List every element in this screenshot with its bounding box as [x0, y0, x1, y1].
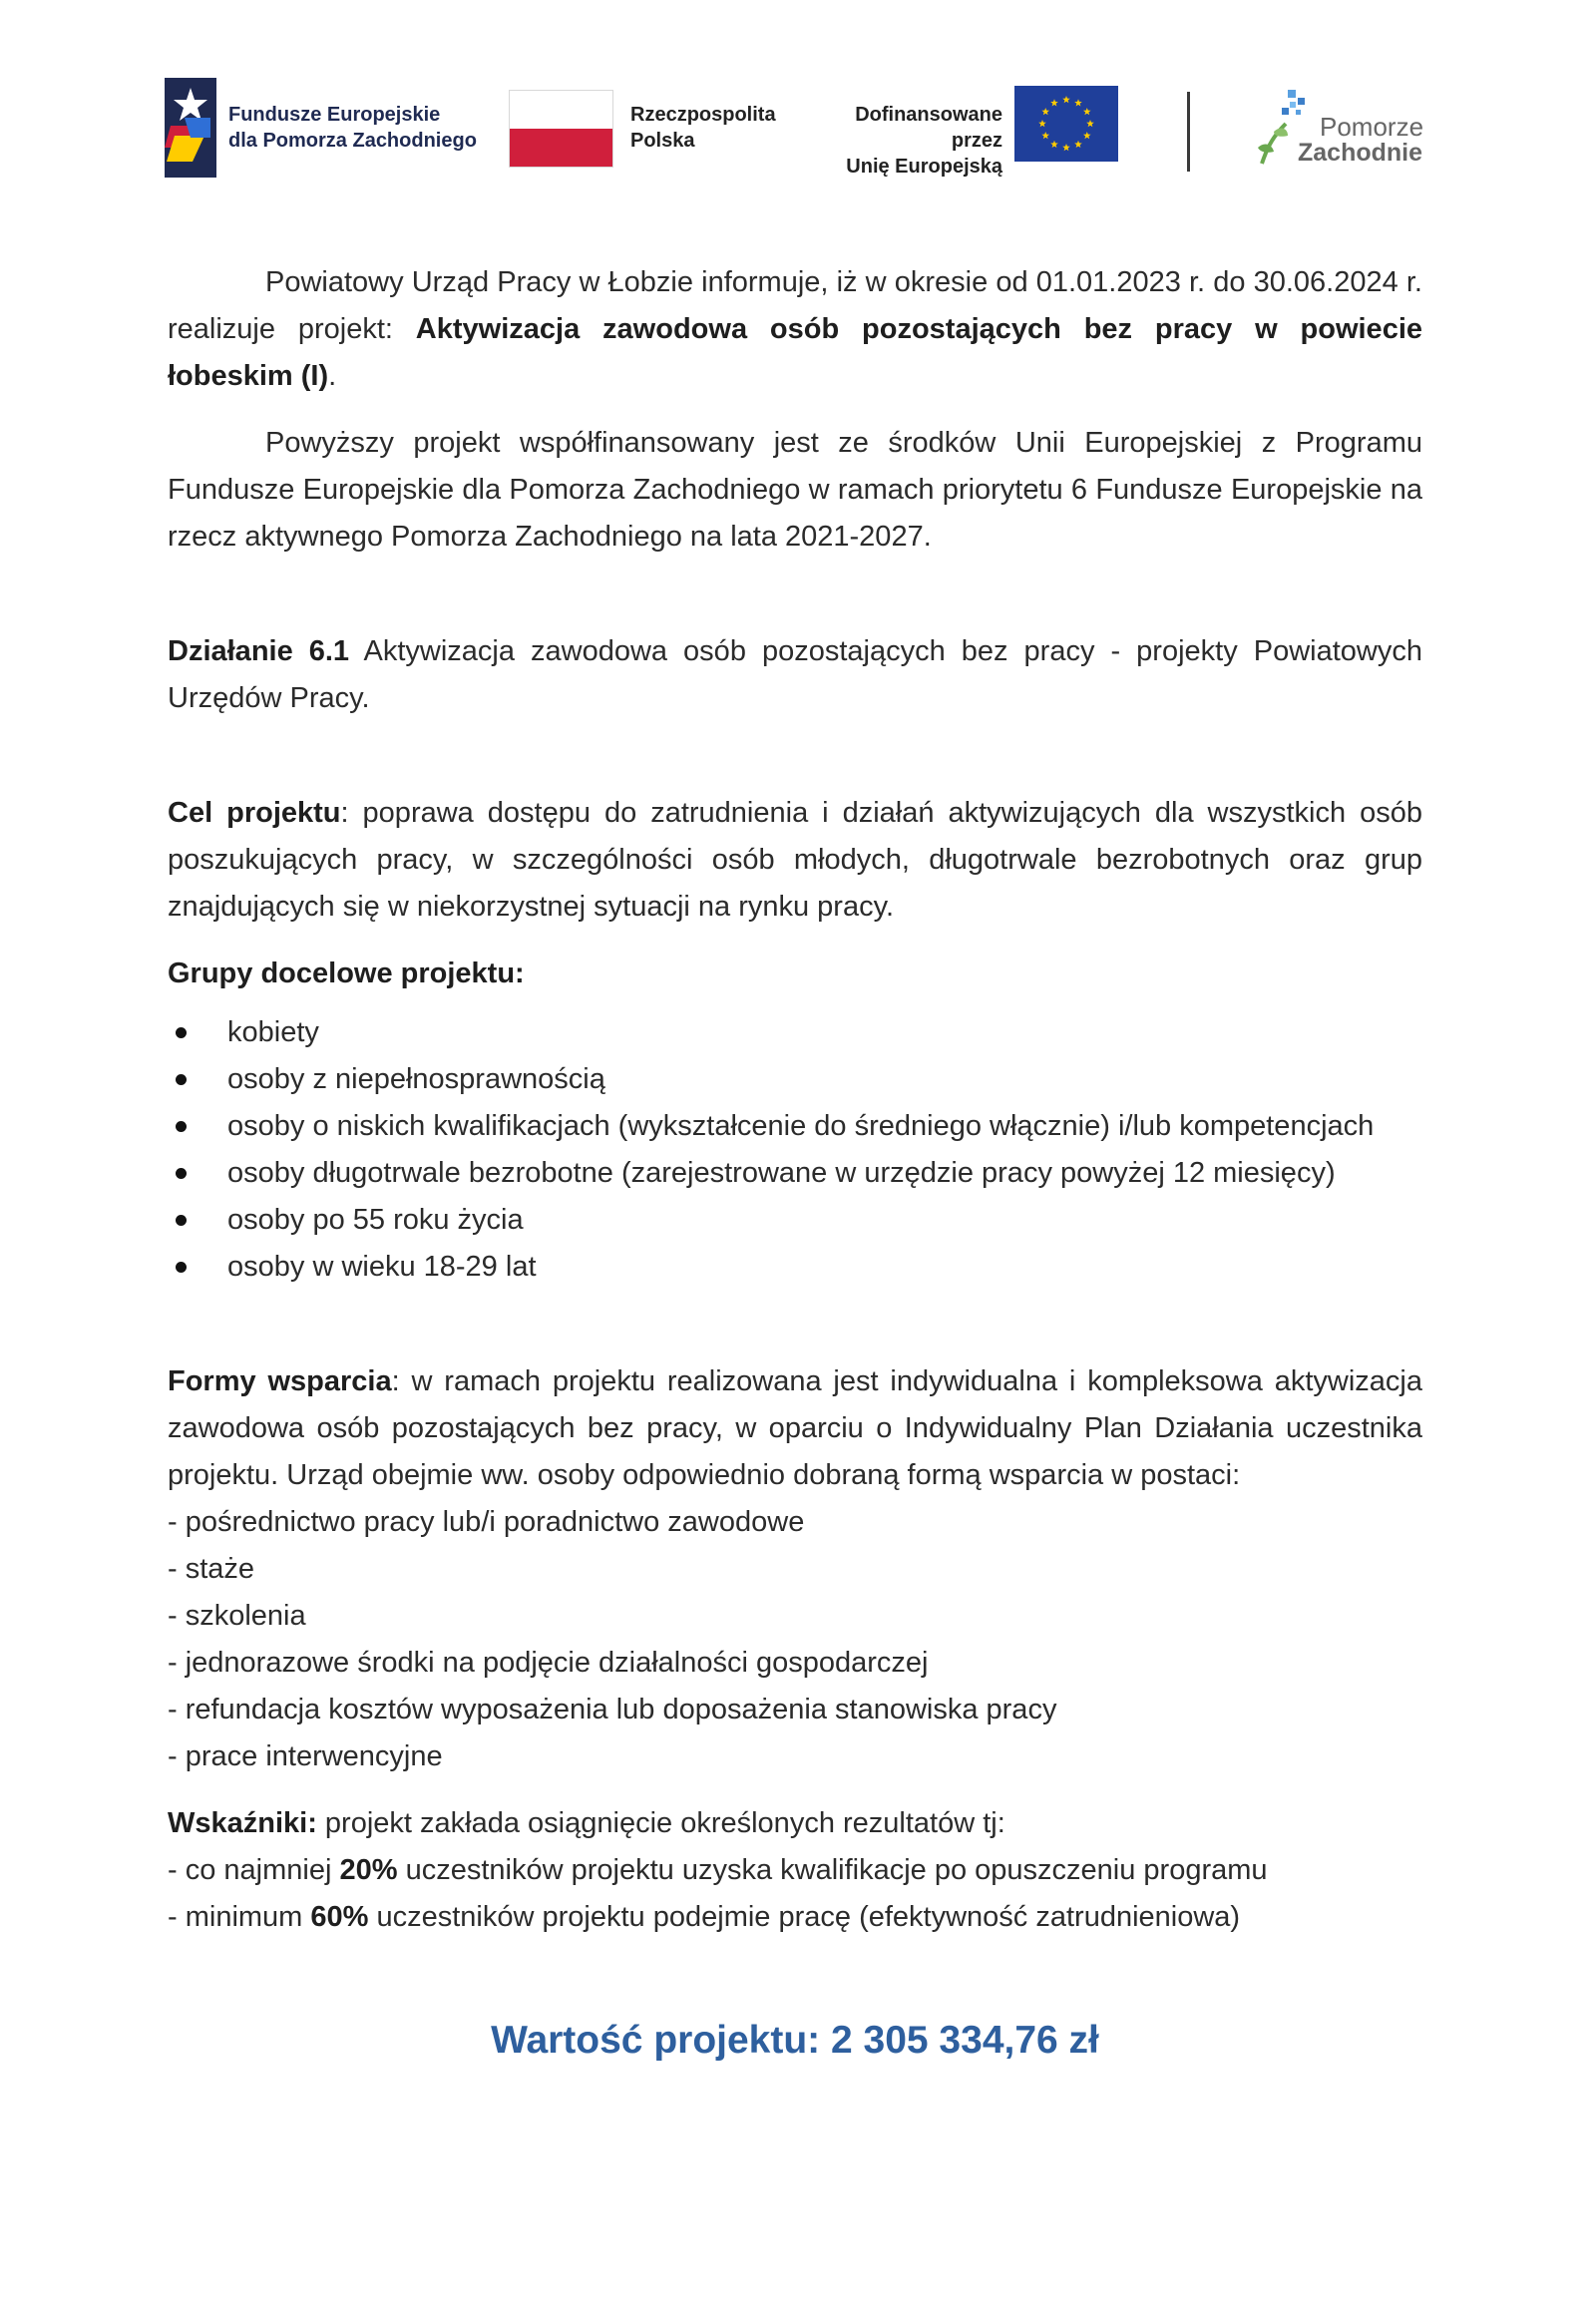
eu-flag-icon [1014, 86, 1118, 162]
list-item: osoby długotrwale bezrobotne (zarejestrowane w urzędzie pracy powyżej 12 miesięcy) [168, 1150, 1422, 1197]
fe-logo-line2: dla Pomorza Zachodniego [228, 130, 477, 152]
action-label: Działanie 6.1 [168, 635, 350, 667]
list-item: - szkolenia [168, 1600, 306, 1632]
intro-paragraph [168, 259, 1422, 400]
support-label: Formy wsparcia [168, 1365, 392, 1397]
bullet-icon [176, 1121, 187, 1132]
indicator-qualifications: - co najmniej 20% uczestników projektu uzyska kwalifikacje po opuszczeniu programu [168, 1854, 1268, 1886]
goal-label: Cel projektu [168, 797, 341, 829]
list-item: osoby z niepełnosprawnością [168, 1056, 1422, 1103]
logo-bar [165, 72, 1431, 182]
list-item: osoby po 55 roku życia [168, 1197, 1422, 1244]
bullet-icon [176, 1262, 187, 1273]
action-paragraph [168, 628, 1422, 722]
pz-logo-line2: Zachodnie [1298, 139, 1423, 167]
bullet-icon [176, 1215, 187, 1226]
eu-logo-line2: Unię Europejską [846, 156, 1002, 178]
list-item: osoby o niskich kwalifikacjach (wykształcenie do średniego włącznie) i/lub kompetencjach [168, 1103, 1422, 1150]
document-body [168, 259, 1422, 2066]
list-item: kobiety [168, 1009, 1422, 1056]
action-text: Aktywizacja zawodowa osób pozostających bez pracy - projekty Powiatowych Urzędów Pracy. [168, 635, 1422, 714]
pl-logo-line2: Polska [630, 130, 695, 152]
list-item: osoby w wieku 18-29 lat [168, 1244, 1422, 1291]
cofinancing-paragraph: Powyższy projekt współfinansowany jest ze środków Unii Europejskiej z Programu Fundusze Europejskie dla Pomorza Zachodniego w ramach priorytetu 6 Fundusze Europejskie na rzecz aktywnego Pomorza Zachodniego na lata 2021-2027. [168, 427, 1422, 553]
list-item: - staże [168, 1553, 255, 1585]
polish-flag-icon [509, 90, 613, 168]
eu-logo [803, 72, 1132, 182]
intro-text-end: . [328, 360, 337, 392]
indicator-employment: - minimum 60% uczestników projektu podejmie pracę (efektywność zatrudnieniowa) [168, 1901, 1241, 1933]
target-groups-heading: Grupy docelowe projektu: [168, 958, 525, 989]
pl-logo [509, 72, 778, 182]
indicators-paragraph [168, 1800, 1422, 1847]
project-name: Aktywizacja zawodowa osób pozostających bez pracy w powiecie łobeskim (I) [168, 313, 1423, 392]
indicators-text: projekt zakłada osiągnięcie określonych rezultatów tj: [316, 1807, 1005, 1839]
goal-text: : poprawa dostępu do zatrudnienia i działań aktywizujących dla wszystkich osób poszukujących pracy, w szczególności osób młodych, długotrwale bezrobotnych oraz grup znajdujących się w niekorzystnej sytuacji na rynku pracy. [168, 797, 1422, 923]
fe-emblem-icon [165, 78, 216, 178]
eu-logo-line1: Dofinansowane przez [855, 104, 1002, 152]
logo-divider [1187, 92, 1190, 172]
indicators-label: Wskaźniki: [168, 1807, 317, 1839]
fe-logo [165, 72, 484, 182]
intro-text-start: Powiatowy Urząd Pracy w Łobzie informuje, iż w okresie od 01.01.2023 r. do 30.06.2024 r. realizuje projekt: [168, 266, 1422, 345]
list-item: - prace interwencyjne [168, 1740, 443, 1772]
pz-logo-line1: Pomorze [1320, 112, 1424, 142]
pz-logo [1252, 72, 1436, 182]
support-paragraph [168, 1358, 1422, 1499]
project-value: Wartość projektu: 2 305 334,76 zł [491, 2019, 1099, 2062]
pl-logo-line1: Rzeczpospolita [630, 104, 776, 126]
target-groups-list [168, 1009, 1422, 1291]
fe-logo-line1: Fundusze Europejskie [228, 104, 441, 126]
list-item: - refundacja kosztów wyposażenia lub doposażenia stanowiska pracy [168, 1694, 1057, 1725]
support-forms-list [168, 1499, 1422, 1780]
bullet-icon [176, 1168, 187, 1179]
list-item: - jednorazowe środki na podjęcie działalności gospodarczej [168, 1647, 929, 1679]
support-text: : w ramach projektu realizowana jest indywidualna i kompleksowa aktywizacja zawodowa osób pozostających bez pracy, w oparciu o Indywidualny Plan Działania uczestnika projektu. Urząd obejmie ww. osoby odpowiednio dobraną formą wsparcia w postaci: [168, 1365, 1422, 1491]
goal-paragraph [168, 790, 1422, 931]
bullet-icon [176, 1074, 187, 1085]
bullet-icon [176, 1027, 187, 1038]
list-item: - pośrednictwo pracy lub/i poradnictwo zawodowe [168, 1506, 805, 1538]
